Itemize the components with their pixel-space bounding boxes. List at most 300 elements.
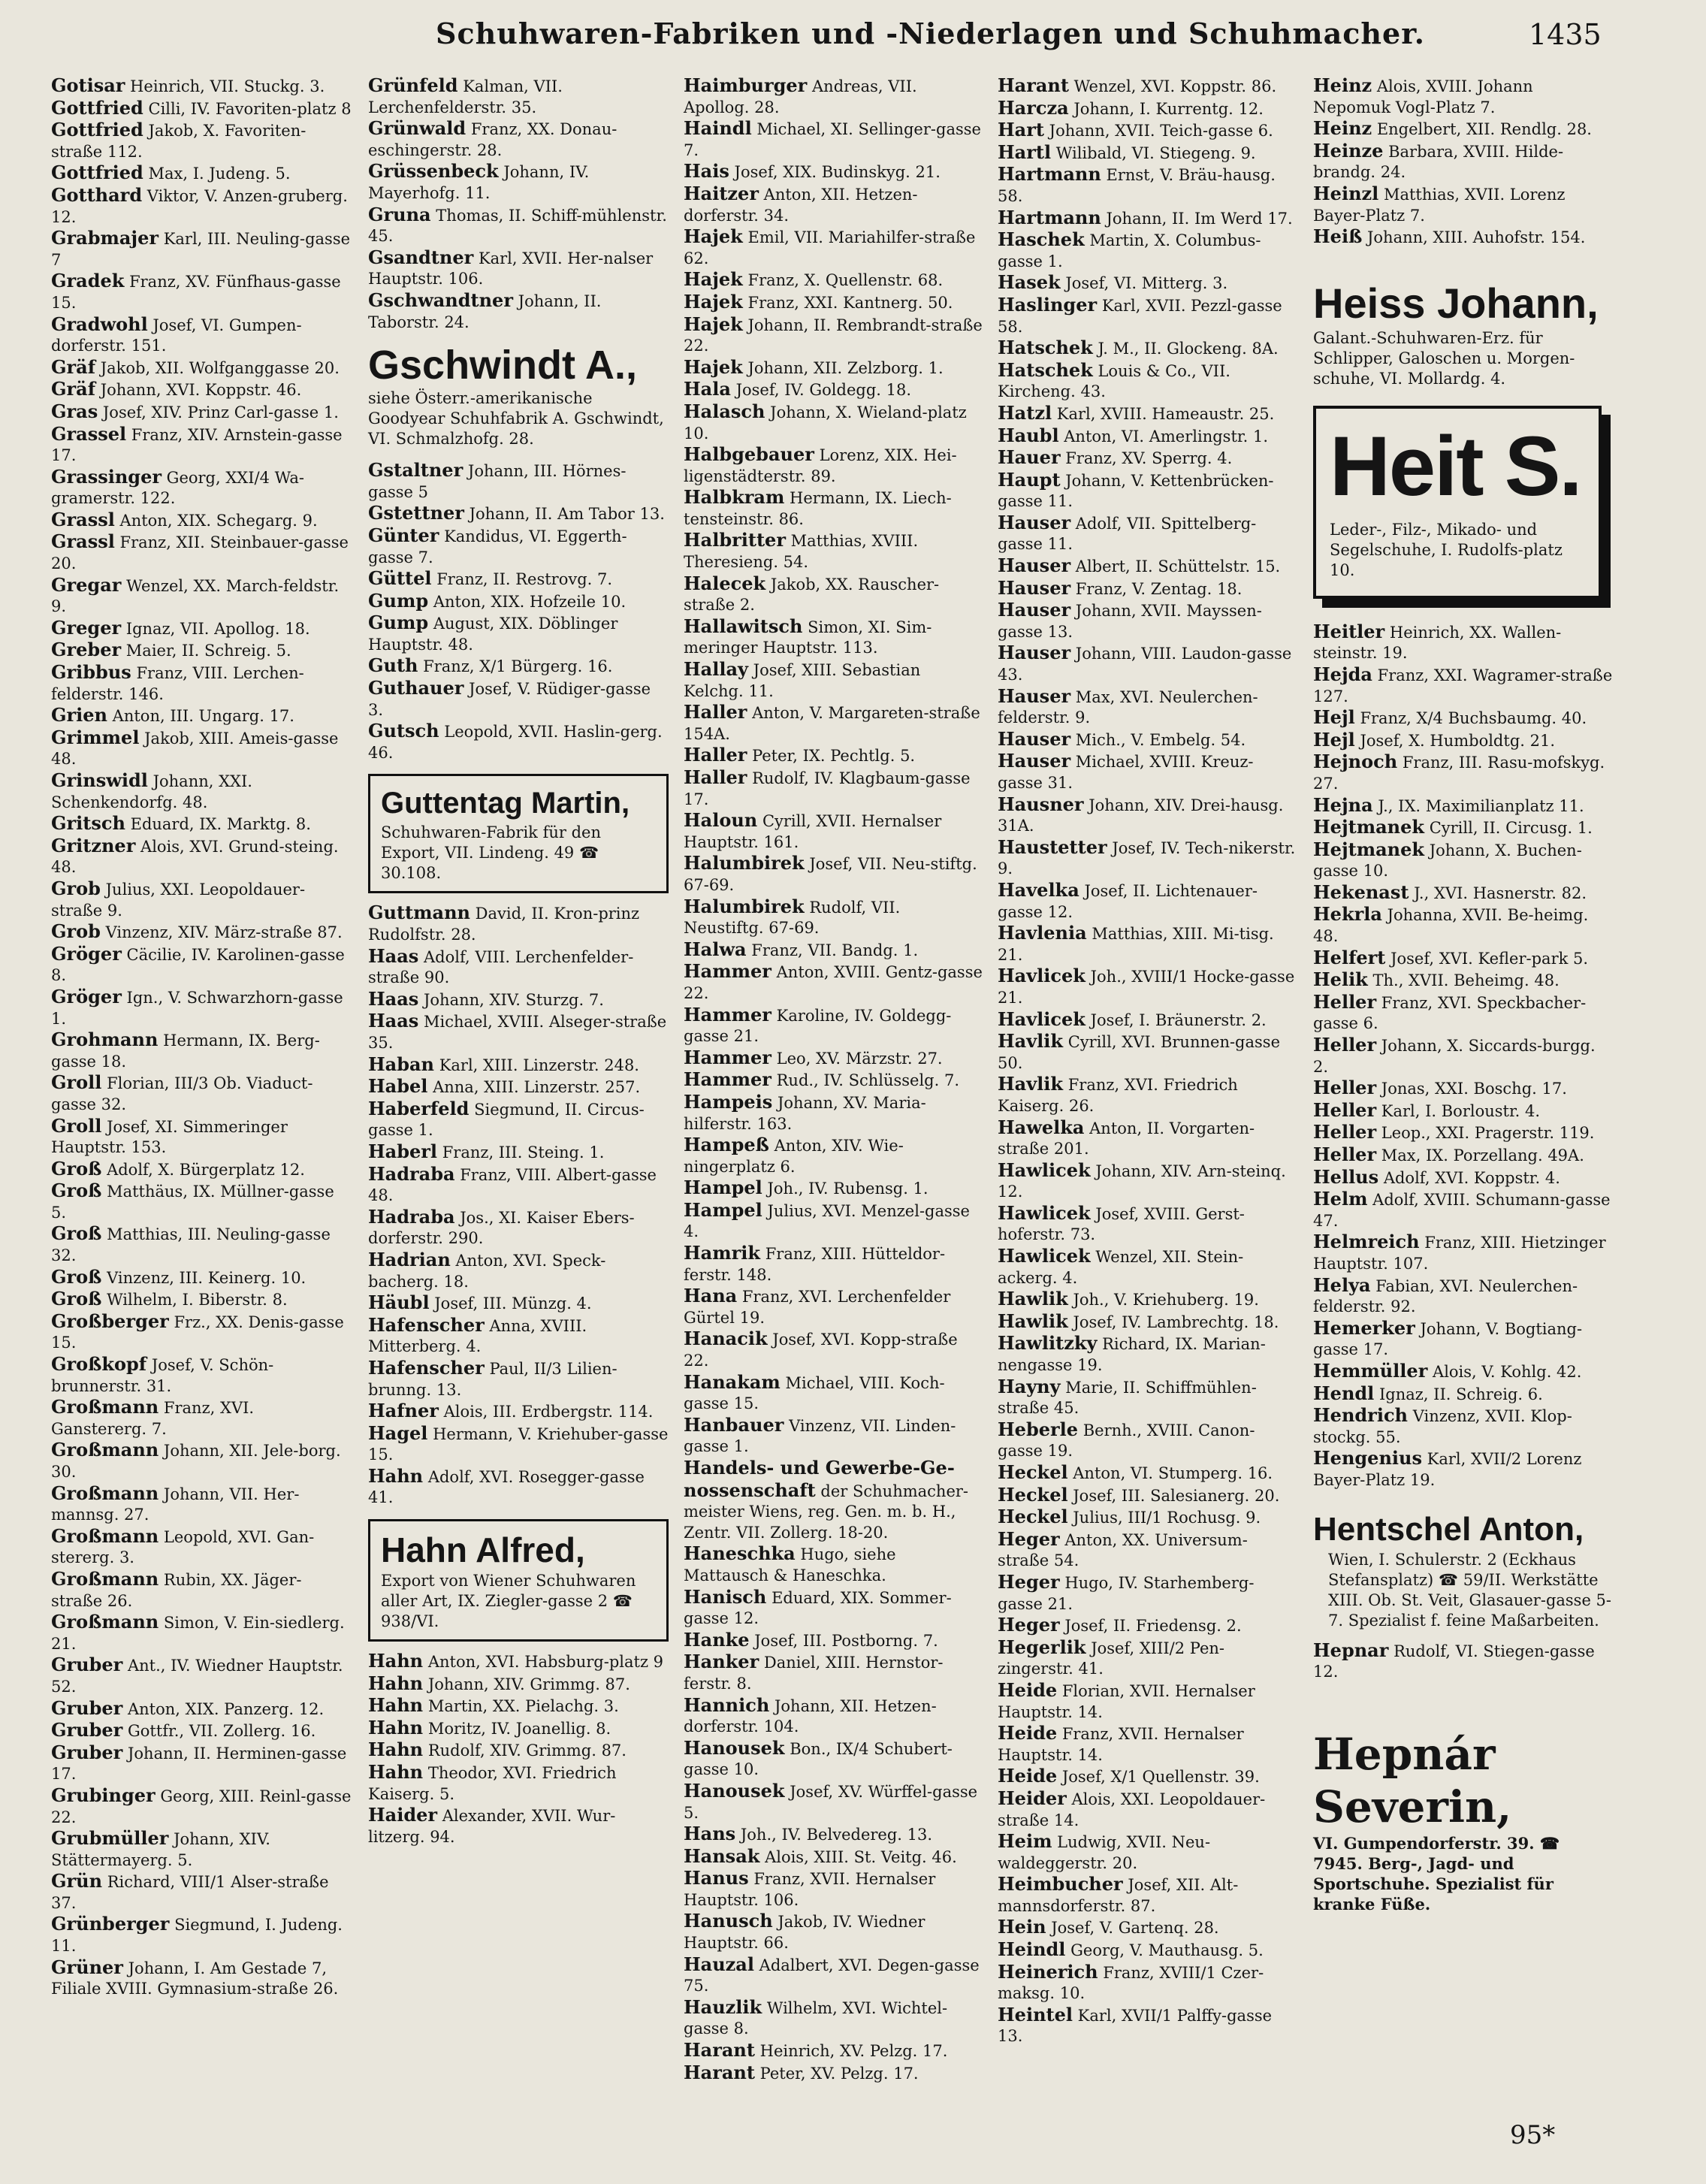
entry-details: Vinzenz, XIV. März-straße 87. bbox=[105, 923, 343, 942]
entry-surname: Hejtmanek bbox=[1313, 838, 1425, 860]
directory-entry bbox=[51, 1116, 352, 1158]
entries-col5b bbox=[1313, 621, 1614, 1491]
ad-hepnar-text: VI. Gumpendorferstr. 39. ☎ 7945. Berg-, Jagd- und Sportschuhe. Spezialist für kranke Füße. bbox=[1313, 1833, 1560, 1914]
directory-entry bbox=[998, 686, 1298, 729]
entry-surname: Hadraba bbox=[368, 1205, 455, 1228]
directory-entry bbox=[51, 944, 352, 986]
ad-guttentag-text: Schuhwaren-Fabrik für den Export, VII. Lindeng. 49 ☎ 30.108. bbox=[381, 823, 601, 883]
entry-surname: Heinz bbox=[1313, 117, 1372, 140]
directory-entry bbox=[368, 655, 669, 678]
directory-entry bbox=[684, 573, 984, 616]
directory-entry bbox=[51, 770, 352, 813]
entry-surname: Hawlicek bbox=[998, 1201, 1091, 1224]
directory-entry bbox=[368, 1054, 669, 1077]
directory-entry bbox=[51, 270, 352, 313]
entry-surname: Gotthard bbox=[51, 183, 143, 206]
entry-surname: Gschwandtner bbox=[368, 288, 513, 311]
entry-surname: Hawlik bbox=[998, 1309, 1068, 1332]
entry-details: Josef, VII. Neu-stiftg. 67-69. bbox=[684, 855, 977, 894]
entry-surname: Hart bbox=[998, 119, 1044, 141]
entry-surname: Grassl bbox=[51, 508, 115, 530]
entry-details: Anton, XIX. Hofzeile 10. bbox=[433, 592, 627, 611]
directory-entry bbox=[368, 75, 669, 118]
entry-details: Alois, III. Erdbergstr. 114. bbox=[443, 1403, 654, 1421]
entry-details: Fabian, XVI. Neulerchen-felderstr. 92. bbox=[1313, 1276, 1578, 1316]
directory-entry bbox=[1313, 118, 1614, 140]
entry-surname: Hampeis bbox=[684, 1090, 773, 1113]
entry-details: Frz., XX. Denis-gasse 15. bbox=[51, 1313, 344, 1352]
entry-details: Cilli, IV. Favoriten-platz 8 bbox=[148, 99, 352, 118]
directory-entry bbox=[998, 1831, 1298, 1874]
entry-details: Adolf, XVI. Rosegger-gasse 41. bbox=[368, 1467, 645, 1507]
entry-details: Andreas, VII. Apollog. 28. bbox=[684, 77, 917, 116]
directory-entry bbox=[1313, 1231, 1614, 1274]
directory-entry bbox=[998, 119, 1298, 142]
entry-surname: Grüssenbeck bbox=[368, 160, 499, 183]
entry-surname: Gruber bbox=[51, 1654, 123, 1676]
entry-details: Josef, XVI. Kopp-straße 22. bbox=[684, 1331, 958, 1370]
entry-surname: Güttel bbox=[368, 567, 432, 590]
entry-details: Anna, XVIII. Mitterberg. 4. bbox=[368, 1316, 587, 1356]
directory-entry bbox=[51, 467, 352, 509]
directory-entry bbox=[368, 503, 669, 525]
directory-entry bbox=[684, 939, 984, 962]
entry-details: Johann, XII. Hetzen-dorferstr. 104. bbox=[684, 1696, 937, 1736]
entry-surname: Häubl bbox=[368, 1291, 430, 1314]
entry-details: Josef, IV. Tech-nikerstr. 9. bbox=[998, 838, 1296, 878]
entry-surname: Hauzlik bbox=[684, 1995, 762, 2018]
entry-details: Johann, X. Buchen-gasse 10. bbox=[1313, 841, 1582, 881]
directory-entry bbox=[684, 1328, 984, 1371]
directory-entry bbox=[368, 1315, 669, 1358]
entry-surname: Hanousek bbox=[684, 1779, 785, 1802]
directory-entry bbox=[51, 314, 352, 357]
entry-details: Franz, VIII. Lerchen-felderstr. 146. bbox=[51, 664, 304, 703]
entry-surname: Grien bbox=[51, 704, 107, 726]
directory-entry bbox=[51, 1158, 352, 1181]
entry-surname: Haupt bbox=[998, 468, 1061, 491]
entry-details: Vinzenz, III. Keinerg. 10. bbox=[107, 1268, 306, 1287]
entry-details: Joh., XVIII/1 Hocke-gasse 21. bbox=[998, 968, 1295, 1007]
directory-entry bbox=[51, 1785, 352, 1828]
entry-details: Josef, III. Salesianerg. 20. bbox=[1073, 1486, 1280, 1505]
entry-details: Anton, XIV. Wie-ningerplatz 6. bbox=[684, 1137, 904, 1176]
entry-surname: Hanisch bbox=[684, 1585, 767, 1608]
entry-details: Ign., V. Schwarzhorn-gasse 1. bbox=[51, 988, 343, 1028]
entry-details: J. M., II. Glockeng. 8A. bbox=[1098, 340, 1279, 358]
directory-entry bbox=[998, 1939, 1298, 1962]
entry-surname: Hammer bbox=[684, 1003, 771, 1026]
directory-entry bbox=[684, 616, 984, 659]
directory-entry bbox=[1313, 795, 1614, 817]
directory-entry bbox=[368, 678, 669, 720]
entry-surname: Großmann bbox=[51, 1482, 159, 1504]
directory-entry bbox=[998, 470, 1298, 512]
directory-entry bbox=[998, 2004, 1298, 2047]
directory-entry bbox=[684, 1911, 984, 1953]
directory-entry bbox=[51, 357, 352, 379]
entry-details: Johann, VII. Her-mannsg. 27. bbox=[51, 1485, 300, 1524]
entry-details: Karl, XVII/2 Lorenz Bayer-Platz 19. bbox=[1313, 1450, 1582, 1489]
entry-details: Josef, V. Schön-brunnerstr. 31. bbox=[51, 1356, 274, 1395]
entry-surname: Hejl bbox=[1313, 728, 1355, 751]
directory-entry bbox=[368, 902, 669, 945]
entry-details: Alois, XIII. St. Veitg. 46. bbox=[765, 1847, 957, 1866]
directory-entry bbox=[1313, 664, 1614, 707]
entry-surname: Hejda bbox=[1313, 663, 1372, 685]
directory-entry bbox=[998, 360, 1298, 403]
entry-surname: Hayny bbox=[998, 1375, 1061, 1397]
entry-details: Julius, XXI. Leopoldauer-straße 9. bbox=[51, 880, 306, 920]
entry-surname: Heger bbox=[998, 1614, 1060, 1636]
entry-surname: Groß bbox=[51, 1288, 102, 1310]
entry-surname: Grünberger bbox=[51, 1913, 170, 1935]
entry-surname: Hampeß bbox=[684, 1134, 769, 1156]
ad-heiss-text: Galant.-Schuhwaren-Erz. für Schlipper, Galoschen u. Morgen-schuhe, VI. Mollardg. 4. bbox=[1313, 328, 1575, 388]
directory-entry bbox=[684, 1695, 984, 1738]
entry-details: Josef, XIX. Budinskyg. 21. bbox=[734, 163, 941, 182]
entry-surname: Hahn bbox=[368, 1761, 424, 1784]
entry-surname: Hana bbox=[684, 1285, 738, 1307]
ad-heit-name: Heit S. bbox=[1330, 418, 1581, 513]
entry-surname: Heitler bbox=[1313, 620, 1385, 642]
directory-entry bbox=[368, 1292, 669, 1315]
directory-entry bbox=[684, 183, 984, 226]
directory-entry bbox=[51, 531, 352, 574]
directory-entry bbox=[998, 1874, 1298, 1917]
entry-details: Franz, VII. Bandg. 1. bbox=[751, 941, 919, 959]
entry-details: Joh., IV. Belvedereg. 13. bbox=[740, 1826, 933, 1844]
entry-surname: Halecek bbox=[684, 572, 766, 594]
entry-details: Rudolf, VII. Neustiftg. 67-69. bbox=[684, 898, 901, 938]
entry-surname: Gritzner bbox=[51, 834, 136, 856]
entry-details: Johann, XIV. Drei-hausg. 31A. bbox=[998, 796, 1284, 835]
entry-surname: Grinswidl bbox=[51, 769, 148, 791]
entry-surname: Hejna bbox=[1313, 793, 1373, 816]
directory-entry bbox=[998, 1615, 1298, 1637]
directory-entry bbox=[998, 600, 1298, 642]
entry-details: Leop., XXI. Pragerstr. 119. bbox=[1381, 1124, 1595, 1143]
entry-details: J., IX. Maximilianplatz 11. bbox=[1378, 796, 1584, 815]
entry-details: Josef, X. Humboldtg. 21. bbox=[1360, 731, 1556, 750]
entry-details: Alexander, XVII. Wur-litzerg. 94. bbox=[368, 1807, 616, 1846]
entry-details: Maier, II. Schreig. 5. bbox=[125, 642, 291, 660]
entry-surname: Gruber bbox=[51, 1696, 123, 1719]
entry-details: Joh., V. Kriehuberg. 19. bbox=[1073, 1291, 1259, 1309]
entry-details: Siegmund, I. Judeng. 11. bbox=[51, 1916, 343, 1956]
entry-details: Franz, II. Restrovg. 7. bbox=[436, 570, 613, 589]
entry-surname: Haimburger bbox=[684, 74, 808, 96]
entry-details: Cäcilie, IV. Karolinen-gasse 8. bbox=[51, 945, 345, 985]
entry-details: Franz, VIII. Albert-gasse 48. bbox=[368, 1165, 657, 1205]
entry-details: Peter, XV. Pelzg. 17. bbox=[759, 2064, 919, 2083]
entry-surname: Hauser bbox=[998, 511, 1071, 533]
directory-entry bbox=[51, 1742, 352, 1785]
entries-col2b bbox=[368, 460, 669, 763]
directory-entry bbox=[51, 1871, 352, 1914]
directory-entry bbox=[1313, 75, 1614, 118]
entry-surname: Hendrich bbox=[1313, 1404, 1408, 1427]
entry-surname: Hatschek bbox=[998, 337, 1093, 359]
directory-entry bbox=[998, 142, 1298, 165]
entry-details: August, XIX. Döblinger Hauptstr. 48. bbox=[368, 615, 618, 654]
directory-entry bbox=[1313, 1361, 1614, 1383]
directory-entry bbox=[1313, 140, 1614, 183]
directory-entry bbox=[998, 1506, 1298, 1529]
entry-details: Adolf, XVIII. Schumann-gasse 47. bbox=[1313, 1191, 1611, 1230]
directory-entry bbox=[998, 295, 1298, 337]
entry-details: Th., XVII. Beheimg. 48. bbox=[1372, 971, 1560, 990]
entry-surname: Hanousek bbox=[684, 1736, 785, 1759]
entry-details: Alois, V. Kohlg. 42. bbox=[1433, 1362, 1582, 1381]
entry-surname: Hekenast bbox=[1313, 881, 1409, 903]
directory-entry bbox=[1313, 183, 1614, 226]
entry-surname: Hatschek bbox=[998, 358, 1093, 381]
entry-details: Anton, XIX. Panzerg. 12. bbox=[127, 1699, 325, 1718]
entry-surname: Gruber bbox=[51, 1741, 123, 1763]
directory-entry bbox=[51, 813, 352, 835]
entry-details: Karl, XIII. Linzerstr. 248. bbox=[439, 1056, 639, 1074]
entry-surname: Gutsch bbox=[368, 720, 439, 742]
entry-details: Franz, XVI. Ganstererg. 7. bbox=[51, 1399, 255, 1438]
directory-entry bbox=[684, 1004, 984, 1047]
entry-surname: Hejl bbox=[1313, 706, 1355, 729]
entry-details: Johanna, XVII. Be-heimg. 48. bbox=[1313, 906, 1589, 946]
entry-details: Anton, VI. Stumperg. 16. bbox=[1073, 1464, 1273, 1482]
directory-entry bbox=[368, 1762, 669, 1805]
entries-col5a bbox=[1313, 75, 1614, 249]
entry-details: Louis & Co., VII. Kircheng. 43. bbox=[998, 361, 1230, 401]
entry-surname: Haberfeld bbox=[368, 1097, 470, 1119]
entry-surname: Gstettner bbox=[368, 502, 464, 524]
directory-entry bbox=[684, 1177, 984, 1200]
entry-details: Jakob, XX. Rauscher-straße 2. bbox=[684, 575, 940, 615]
entry-surname: Heinzl bbox=[1313, 182, 1379, 204]
directory-entry bbox=[51, 162, 352, 185]
entry-surname: Halbritter bbox=[684, 529, 786, 551]
entry-details: Anton, III. Ungarg. 17. bbox=[112, 707, 294, 726]
ad-gschwindt-name: Gschwindt A., bbox=[368, 343, 638, 388]
entry-surname: Gump bbox=[368, 589, 429, 612]
directory-entry bbox=[368, 247, 669, 290]
directory-entry bbox=[368, 1164, 669, 1207]
entry-surname: Hannich bbox=[684, 1693, 770, 1716]
entry-details: Anton, XVIII. Gentz-gasse 22. bbox=[684, 963, 983, 1002]
directory-entry bbox=[998, 207, 1298, 230]
directory-entry bbox=[998, 578, 1298, 600]
entries-col2d bbox=[368, 1651, 669, 1847]
entry-surname: Heger bbox=[998, 1527, 1060, 1550]
directory-entry bbox=[998, 1246, 1298, 1288]
entry-surname: Hajek bbox=[684, 355, 743, 378]
directory-entry bbox=[51, 1828, 352, 1871]
page-number: 1435 bbox=[1529, 18, 1602, 51]
directory-entry bbox=[998, 837, 1298, 880]
entry-surname: Heide bbox=[998, 1678, 1058, 1701]
entry-surname: Hallawitsch bbox=[684, 615, 803, 637]
entry-details: Michael, XVIII. Alseger-straße 35. bbox=[368, 1013, 667, 1052]
directory-entry bbox=[684, 896, 984, 939]
directory-entry bbox=[368, 1141, 669, 1164]
directory-entry bbox=[998, 751, 1298, 793]
entry-details: Franz, III. Steing. 1. bbox=[442, 1143, 605, 1161]
entry-surname: Grünfeld bbox=[368, 74, 458, 96]
entry-details: Anna, XIII. Linzerstr. 257. bbox=[433, 1078, 641, 1097]
directory-entry bbox=[1313, 1077, 1614, 1100]
entry-surname: Harant bbox=[684, 2061, 755, 2083]
entry-details: Joh., IV. Rubensg. 1. bbox=[767, 1180, 928, 1198]
entry-details: Cyrill, II. Circusg. 1. bbox=[1429, 819, 1593, 838]
entry-details: Wenzel, XVI. Koppstr. 86. bbox=[1073, 77, 1277, 95]
entry-details: Julius, III/1 Rochusg. 9. bbox=[1073, 1509, 1261, 1527]
entry-surname: Hahn bbox=[368, 1738, 424, 1761]
entry-details: Franz, XVII. Hernalser Hauptstr. 106. bbox=[684, 1870, 936, 1909]
entry-surname: Hepnar bbox=[1313, 1639, 1389, 1661]
directory-entry bbox=[1313, 730, 1614, 752]
entry-surname: Harcza bbox=[998, 96, 1069, 119]
directory-entry bbox=[684, 767, 984, 810]
entry-surname: Grubinger bbox=[51, 1784, 156, 1806]
entry-surname: Heinz bbox=[1313, 74, 1372, 96]
entry-details: Johann, IV. Mayerhofg. 11. bbox=[368, 163, 590, 202]
entry-details: Johann, XVI. Koppstr. 46. bbox=[100, 381, 302, 400]
entry-details: Eduard, IX. Marktg. 8. bbox=[130, 815, 311, 834]
entry-details: Johann, I. Kurrentg. 12. bbox=[1073, 99, 1264, 118]
directory-entry bbox=[1313, 751, 1614, 794]
entry-surname: Großmann bbox=[51, 1524, 159, 1547]
entry-surname: Halumbirek bbox=[684, 852, 805, 875]
entry-surname: Guttmann bbox=[368, 902, 470, 924]
entry-surname: Groß bbox=[51, 1157, 102, 1180]
directory-entry bbox=[684, 1092, 984, 1134]
entry-details: Ernst, V. Bräu-hausg. 58. bbox=[998, 166, 1276, 205]
directory-entry bbox=[51, 119, 352, 162]
entry-details: Anton, XIX. Schegarg. 9. bbox=[119, 511, 318, 530]
entry-details: Josef, I. Bräunerstr. 2. bbox=[1090, 1010, 1267, 1029]
entry-surname: Gump bbox=[368, 612, 429, 634]
entry-surname: Groß bbox=[51, 1265, 102, 1288]
directory-entry bbox=[998, 1917, 1298, 1939]
directory-entry bbox=[368, 161, 669, 204]
entry-details: Georg, V. Mauthausg. 5. bbox=[1070, 1941, 1264, 1960]
directory-entry bbox=[1313, 707, 1614, 730]
entry-details: Rudolf, XIV. Grimmg. 87. bbox=[427, 1741, 627, 1760]
entry-details: Josef, XVIII. Gerst-hoferstr. 73. bbox=[998, 1204, 1245, 1244]
directory-entry bbox=[684, 1781, 984, 1823]
entry-details: Wenzel, XII. Stein-ackerg. 4. bbox=[998, 1248, 1244, 1287]
entry-details: Jakob, XIII. Ameis-gasse 48. bbox=[51, 729, 339, 769]
entry-surname: Heim bbox=[998, 1830, 1052, 1853]
entry-surname: Gradek bbox=[51, 270, 125, 292]
directory-entry bbox=[368, 1076, 669, 1098]
entry-surname: Heinerich bbox=[998, 1960, 1098, 1983]
entry-details: Matthäus, IX. Müllner-gasse 5. bbox=[51, 1183, 334, 1222]
sheet-mark: 95* bbox=[1510, 2120, 1556, 2150]
directory-entry bbox=[684, 530, 984, 572]
entry-details: Eduard, XIX. Sommer-gasse 12. bbox=[684, 1588, 952, 1628]
entry-surname: Hajek bbox=[684, 225, 743, 248]
entry-surname: Helfert bbox=[1313, 946, 1386, 968]
entry-surname: Hekrla bbox=[1313, 903, 1382, 926]
directory-entry bbox=[1313, 1035, 1614, 1077]
entry-surname: Heimbucher bbox=[998, 1873, 1123, 1896]
directory-entry bbox=[51, 228, 352, 270]
ad-heit bbox=[1313, 406, 1602, 599]
entry-details: Martin, X. Columbus-gasse 1. bbox=[998, 231, 1261, 270]
entry-surname: Hammer bbox=[684, 1068, 771, 1091]
entry-surname: Hawlitzky bbox=[998, 1332, 1098, 1355]
entry-surname: Hanke bbox=[684, 1628, 750, 1651]
entry-details: Johann, XIII. Auhofstr. 154. bbox=[1366, 228, 1586, 247]
entry-surname: Hanbauer bbox=[684, 1413, 784, 1436]
entry-details: Adolf, XVI. Koppstr. 4. bbox=[1383, 1168, 1560, 1187]
directory-entry bbox=[998, 1117, 1298, 1160]
entry-surname: Hauser bbox=[998, 750, 1071, 772]
entry-details: Franz, XV. Sperrg. 4. bbox=[1065, 449, 1233, 468]
entry-details: Anton, II. Vorgarten-straße 201. bbox=[998, 1119, 1255, 1158]
directory-entry bbox=[998, 98, 1298, 120]
entry-details: Theodor, XVI. Friedrich Kaiserg. 5. bbox=[368, 1764, 617, 1803]
entry-details: Jonas, XXI. Boschg. 17. bbox=[1381, 1080, 1567, 1098]
entry-details: Franz, XVII. Hernalser Hauptstr. 14. bbox=[998, 1725, 1244, 1764]
entry-details: Johann, XXI. Schenkendorfg. 48. bbox=[51, 772, 252, 811]
entry-details: Rudolf, VI. Stiegen-gasse 12. bbox=[1313, 1642, 1595, 1681]
entry-surname: Guthauer bbox=[368, 677, 464, 699]
entry-surname: Heiß bbox=[1313, 225, 1363, 248]
entry-details: Heinrich, VII. Stuckg. 3. bbox=[130, 77, 325, 95]
entry-surname: Hagel bbox=[368, 1421, 428, 1444]
directory-entry bbox=[51, 727, 352, 770]
entry-surname: Hajek bbox=[684, 313, 743, 335]
entry-surname: Helm bbox=[1313, 1188, 1368, 1210]
entry-surname: Grün bbox=[51, 1870, 103, 1892]
entry-surname: Heller bbox=[1313, 1143, 1377, 1165]
directory-entry bbox=[684, 1651, 984, 1694]
entry-details: Cyrill, XVII. Hernalser Hauptstr. 161. bbox=[684, 812, 942, 851]
entry-surname: Helik bbox=[1313, 968, 1368, 991]
directory-entry bbox=[684, 226, 984, 269]
entry-details: Max, I. Judeng. 5. bbox=[148, 165, 291, 183]
entry-surname: Havelka bbox=[998, 878, 1079, 901]
directory-entry bbox=[998, 1680, 1298, 1723]
entry-surname: Haslinger bbox=[998, 293, 1098, 316]
entry-details: Matthias, XVIII. Theresieng. 54. bbox=[684, 532, 919, 572]
entry-surname: Haberl bbox=[368, 1140, 438, 1162]
entry-surname: Haller bbox=[684, 701, 747, 723]
entry-surname: Groll bbox=[51, 1114, 102, 1137]
entry-details: Anton, XX. Universum-straße 54. bbox=[998, 1530, 1248, 1570]
entry-details: Ignaz, VII. Apollog. 18. bbox=[125, 619, 310, 638]
directory-entry bbox=[51, 509, 352, 532]
entry-surname: Havlik bbox=[998, 1073, 1064, 1095]
entry-surname: Hamrik bbox=[684, 1242, 761, 1264]
directory-entry bbox=[684, 1047, 984, 1070]
entry-details: Johann, XII. Jele-borg. 30. bbox=[51, 1442, 341, 1481]
ad-guttentag bbox=[368, 774, 669, 893]
entry-details: Johann, I. Am Gestade 7, Filiale XVIII. Gymnasium-straße 26. bbox=[51, 1959, 339, 1998]
directory-entry bbox=[368, 591, 669, 613]
ad-hahn-name: Hahn Alfred, bbox=[381, 1530, 585, 1570]
entry-details: Franz, XX. Donau-eschingerstr. 28. bbox=[368, 120, 617, 159]
directory-entry bbox=[51, 1957, 352, 2000]
entry-details: Franz, XIII. Hütteldor-ferstr. 148. bbox=[684, 1245, 946, 1284]
entry-details: Josef, IV. Lambrechtg. 18. bbox=[1073, 1313, 1279, 1331]
entry-surname: Hauser bbox=[998, 599, 1071, 621]
directory-entry bbox=[684, 1285, 984, 1328]
entry-surname: Hauer bbox=[998, 446, 1061, 469]
entry-surname: Grob bbox=[51, 877, 101, 899]
directory-entry bbox=[998, 1485, 1298, 1507]
